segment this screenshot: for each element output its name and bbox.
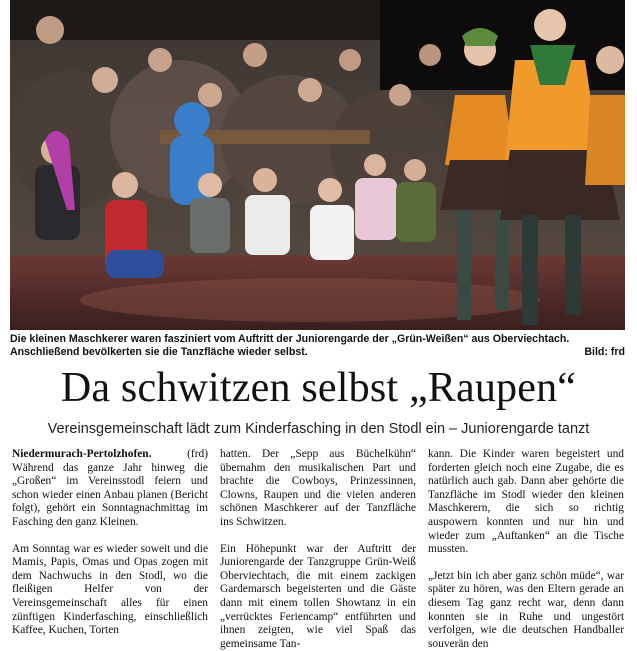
photo-children-carnival-icon [10,0,625,330]
caption-line-1: Die kleinen Maschkerer waren fasziniert vom Auftritt der Juniorengarde der „Grün-Weißen“ aus Oberviechtach. [10,333,570,345]
article-column-2 [220,448,416,651]
photo-caption [10,333,625,359]
article-photo [10,0,625,330]
column-3-paragraph-2: „Jetzt bin ich aber ganz schön müde“, war später zu hören, was den Eltern gerade an diesem Tag ganz recht war, denn dann konnten sie in Ruhe und ungestört verfolgen, wie die deutschen Handballer souverän den [428,569,624,650]
subheadline: Vereinsgemeinschaft lädt zum Kinderfasching in den Stodl ein – Juniorengarde tanzt [47,421,590,437]
column-2-paragraph-2: Ein Höhepunkt war der Auftritt der Juniorengarde der Tanzgruppe Grün-Weiß Oberviechtach, die mit einem zackigen Gardemarsch begeisterten und die Gäste dann mit einem tollen Showtanz in ein „verrücktes Feriencamp“ entführten und ihnen zeigten, wie viel Spaß das gemeinsame Tan- [220,542,416,650]
column-2-paragraph-1: hatten. Der „Sepp aus Büchelkühn“ übernahm den musikalischen Part und brachte die Cowboys, Prinzessinnen, Clowns, Raupen und die vielen anderen schönen Maschkerer auf der Tanzfläche ins Schwitzen. [220,448,416,528]
caption-line-2: Anschließend bevölkerten sie die Tanzfläche wieder selbst. [10,346,308,358]
headline: Da schwitzen selbst „Raupen“ [60,365,577,411]
dateline: Niedermurach-Pertolzhofen. [12,448,152,460]
article-column-1 [12,448,208,638]
column-1-text-1: Während das ganze Jahr hinweg die „Großen“ im Vereinsstodl feiern und schon wieder einen Anbau planen (Bericht folgt), gehört ein Sonntagnachmittag im Fasching den ganz Kleinen. [12,461,208,528]
column-3-paragraph-1: kann. Die Kinder waren begeistert und forderten gleich noch eine Zugabe, die es natürlich auch gab. Dann aber gehörte die Tanzfläche im Stodl wieder den kleinen Maschkerern, die sich so richtig auspowern konnten und nur hin und wieder zum „Auftanken“ an die Tische mussten. [428,448,624,556]
photo-credit: Bild: frd [584,346,625,358]
article-column-3 [428,448,624,651]
column-1-paragraph-2: Am Sonntag war es wieder soweit und die Mamis, Papis, Omas und Opas zogen mit dem Nachwuchs in den Stodl, wo die fleißigen Helfer von der Vereinsgemeinschaft alles für einen zünftigen Kinderfasching, einschließlich Kaffee, Kuchen, Torten [12,542,208,637]
column-1-paragraph-1 [12,448,208,530]
author-tag: (frd) [187,448,208,460]
